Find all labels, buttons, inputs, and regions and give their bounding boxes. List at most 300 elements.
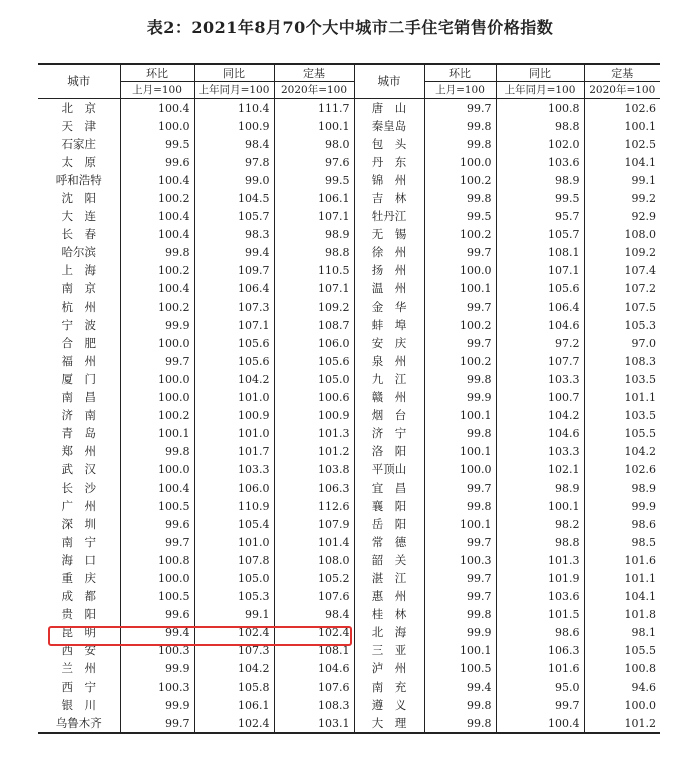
table-row xyxy=(38,135,660,153)
base-value-cell: 106.0 xyxy=(274,334,354,352)
base-value-cell: 107.9 xyxy=(274,515,354,533)
base-value-cell: 104.6 xyxy=(274,660,354,678)
mom-value-cell: 99.8 xyxy=(424,714,496,733)
base-value-cell: 100.1 xyxy=(584,117,660,135)
base-value-cell: 107.6 xyxy=(274,588,354,606)
table-row xyxy=(38,588,660,606)
base-value-cell: 107.2 xyxy=(584,280,660,298)
mom-value-cell: 99.5 xyxy=(424,208,496,226)
mom-value-cell: 100.0 xyxy=(424,461,496,479)
city-name-cell: 南 宁 xyxy=(61,534,96,549)
yoy-value-cell: 100.8 xyxy=(496,99,584,118)
base-value-cell: 104.1 xyxy=(584,153,660,171)
base-value-cell: 109.2 xyxy=(274,298,354,316)
mom-value-cell: 99.9 xyxy=(120,316,194,334)
base-value-cell: 107.1 xyxy=(274,208,354,226)
mom-value-cell: 99.7 xyxy=(120,533,194,551)
yoy-value-cell: 100.1 xyxy=(496,497,584,515)
base-value-cell: 105.0 xyxy=(274,370,354,388)
mom-value-cell: 99.7 xyxy=(120,714,194,733)
city-name-cell: 宁 波 xyxy=(61,317,96,332)
yoy-value-cell: 107.7 xyxy=(496,352,584,370)
table-row xyxy=(38,569,660,587)
base-value-cell: 101.2 xyxy=(584,714,660,733)
city-name-cell: 厦 门 xyxy=(61,371,96,386)
city-name-cell: 上 海 xyxy=(61,263,96,278)
table-row xyxy=(38,660,660,678)
base-value-cell: 100.1 xyxy=(274,117,354,135)
yoy-value-cell: 105.7 xyxy=(496,226,584,244)
table-row xyxy=(38,678,660,696)
yoy-value-cell: 100.7 xyxy=(496,389,584,407)
base-value-cell: 98.4 xyxy=(274,606,354,624)
base-value-cell: 99.2 xyxy=(584,189,660,207)
mom-value-cell: 100.4 xyxy=(120,99,194,118)
base-value-cell: 92.9 xyxy=(584,208,660,226)
mom-value-cell: 100.1 xyxy=(120,425,194,443)
table-row xyxy=(38,153,660,171)
base-value-cell: 108.1 xyxy=(274,642,354,660)
mom-value-cell: 100.0 xyxy=(120,461,194,479)
yoy-value-cell: 110.9 xyxy=(194,497,274,515)
city-name-cell: 长 春 xyxy=(61,227,96,242)
header-base-left: 定基 xyxy=(274,64,354,82)
city-name-cell: 蚌 埠 xyxy=(354,316,424,334)
mom-value-cell: 99.8 xyxy=(424,135,496,153)
mom-value-cell: 100.1 xyxy=(424,642,496,660)
table-row xyxy=(38,99,660,118)
mom-value-cell: 99.7 xyxy=(424,479,496,497)
base-value-cell: 105.3 xyxy=(584,316,660,334)
yoy-value-cell: 95.7 xyxy=(496,208,584,226)
mom-value-cell: 100.0 xyxy=(120,370,194,388)
yoy-value-cell: 104.2 xyxy=(194,660,274,678)
mom-value-cell: 99.5 xyxy=(120,135,194,153)
base-value-cell: 102.5 xyxy=(584,135,660,153)
city-name-cell: 温 州 xyxy=(354,280,424,298)
yoy-value-cell: 106.4 xyxy=(496,298,584,316)
yoy-value-cell: 105.4 xyxy=(194,515,274,533)
base-value-cell: 98.0 xyxy=(274,135,354,153)
base-value-cell: 104.2 xyxy=(584,443,660,461)
city-name-cell: 天 津 xyxy=(61,118,96,133)
yoy-value-cell: 107.3 xyxy=(194,298,274,316)
base-value-cell: 105.2 xyxy=(274,569,354,587)
yoy-value-cell: 101.0 xyxy=(194,533,274,551)
mom-value-cell: 99.7 xyxy=(424,533,496,551)
base-value-cell: 108.7 xyxy=(274,316,354,334)
yoy-value-cell: 101.9 xyxy=(496,569,584,587)
yoy-value-cell: 105.6 xyxy=(496,280,584,298)
mom-value-cell: 99.7 xyxy=(424,298,496,316)
yoy-value-cell: 107.1 xyxy=(194,316,274,334)
yoy-value-cell: 106.0 xyxy=(194,479,274,497)
yoy-value-cell: 103.3 xyxy=(496,370,584,388)
yoy-value-cell: 103.6 xyxy=(496,588,584,606)
city-name-cell: 贵 阳 xyxy=(61,607,96,622)
header-yoy-sub-left: 上年同月=100 xyxy=(194,82,274,99)
mom-value-cell: 99.4 xyxy=(120,624,194,642)
table-row xyxy=(38,407,660,425)
city-name-cell: 丹 东 xyxy=(354,153,424,171)
city-name-cell: 包 头 xyxy=(354,135,424,153)
yoy-value-cell: 105.0 xyxy=(194,569,274,587)
city-name-cell: 锦 州 xyxy=(354,171,424,189)
yoy-value-cell: 102.1 xyxy=(496,461,584,479)
mom-value-cell: 99.8 xyxy=(424,189,496,207)
city-name-cell: 长 沙 xyxy=(61,480,96,495)
yoy-value-cell: 98.9 xyxy=(496,171,584,189)
yoy-value-cell: 110.4 xyxy=(194,99,274,118)
base-value-cell: 94.6 xyxy=(584,678,660,696)
table-row xyxy=(38,606,660,624)
city-name-cell: 济 南 xyxy=(61,408,96,423)
mom-value-cell: 100.2 xyxy=(424,352,496,370)
table-row xyxy=(38,479,660,497)
table-row xyxy=(38,461,660,479)
base-value-cell: 111.7 xyxy=(274,99,354,118)
yoy-value-cell: 97.8 xyxy=(194,153,274,171)
mom-value-cell: 100.5 xyxy=(424,660,496,678)
city-name-cell: 常 德 xyxy=(354,533,424,551)
base-value-cell: 107.4 xyxy=(584,262,660,280)
yoy-value-cell: 105.6 xyxy=(194,352,274,370)
base-value-cell: 98.9 xyxy=(274,226,354,244)
mom-value-cell: 100.4 xyxy=(120,479,194,497)
header-base-sub-right: 2020年=100 xyxy=(584,82,660,99)
city-name-cell: 乌鲁木齐 xyxy=(38,714,120,733)
mom-value-cell: 100.4 xyxy=(120,171,194,189)
mom-value-cell: 99.7 xyxy=(424,588,496,606)
header-city-left: 城市 xyxy=(38,64,120,99)
header-base-sub-left: 2020年=100 xyxy=(274,82,354,99)
city-name-cell: 北 海 xyxy=(354,624,424,642)
yoy-value-cell: 98.4 xyxy=(194,135,274,153)
base-value-cell: 110.5 xyxy=(274,262,354,280)
table-row xyxy=(38,189,660,207)
city-name-cell: 太 原 xyxy=(61,154,96,169)
base-value-cell: 102.6 xyxy=(584,461,660,479)
table-row xyxy=(38,389,660,407)
yoy-value-cell: 98.2 xyxy=(496,515,584,533)
base-value-cell: 105.6 xyxy=(274,352,354,370)
mom-value-cell: 99.6 xyxy=(120,606,194,624)
mom-value-cell: 100.0 xyxy=(120,334,194,352)
city-name-cell: 广 州 xyxy=(61,498,96,513)
mom-value-cell: 99.4 xyxy=(424,678,496,696)
yoy-value-cell: 101.3 xyxy=(496,551,584,569)
header-yoy-sub-right: 上年同月=100 xyxy=(496,82,584,99)
city-name-cell: 西 宁 xyxy=(61,679,96,694)
mom-value-cell: 100.5 xyxy=(120,497,194,515)
city-name-cell: 安 庆 xyxy=(354,334,424,352)
yoy-value-cell: 103.3 xyxy=(194,461,274,479)
city-name-cell: 石家庄 xyxy=(61,136,96,151)
yoy-value-cell: 99.5 xyxy=(496,189,584,207)
city-name-cell: 九 江 xyxy=(354,370,424,388)
mom-value-cell: 100.4 xyxy=(120,208,194,226)
table-row xyxy=(38,515,660,533)
yoy-value-cell: 103.6 xyxy=(496,153,584,171)
yoy-value-cell: 103.3 xyxy=(496,443,584,461)
header-yoy-left: 同比 xyxy=(194,64,274,82)
yoy-value-cell: 105.6 xyxy=(194,334,274,352)
base-value-cell: 108.3 xyxy=(274,696,354,714)
mom-value-cell: 100.0 xyxy=(120,389,194,407)
mom-value-cell: 99.8 xyxy=(424,370,496,388)
city-name-cell: 沈 阳 xyxy=(61,191,96,206)
base-value-cell: 101.2 xyxy=(274,443,354,461)
yoy-value-cell: 107.3 xyxy=(194,642,274,660)
yoy-value-cell: 101.7 xyxy=(194,443,274,461)
table-row xyxy=(38,280,660,298)
city-name-cell: 襄 阳 xyxy=(354,497,424,515)
base-value-cell: 106.1 xyxy=(274,189,354,207)
city-name-cell: 赣 州 xyxy=(354,389,424,407)
city-name-cell: 泸 州 xyxy=(354,660,424,678)
city-name-cell: 合 肥 xyxy=(61,335,96,350)
table-row xyxy=(38,497,660,515)
base-value-cell: 105.5 xyxy=(584,425,660,443)
yoy-value-cell: 99.4 xyxy=(194,244,274,262)
mom-value-cell: 100.1 xyxy=(424,443,496,461)
city-name-cell: 济 宁 xyxy=(354,425,424,443)
table-row xyxy=(38,298,660,316)
base-value-cell: 108.0 xyxy=(584,226,660,244)
city-name-cell: 南 充 xyxy=(354,678,424,696)
city-name-cell: 哈尔滨 xyxy=(61,245,96,260)
base-value-cell: 100.8 xyxy=(584,660,660,678)
yoy-value-cell: 107.1 xyxy=(496,262,584,280)
mom-value-cell: 100.2 xyxy=(120,262,194,280)
mom-value-cell: 100.0 xyxy=(424,262,496,280)
yoy-value-cell: 106.1 xyxy=(194,696,274,714)
yoy-value-cell: 102.4 xyxy=(194,714,274,733)
city-name-cell: 牡丹江 xyxy=(354,208,424,226)
mom-value-cell: 100.2 xyxy=(424,226,496,244)
yoy-value-cell: 106.4 xyxy=(194,280,274,298)
base-value-cell: 109.2 xyxy=(584,244,660,262)
base-value-cell: 98.9 xyxy=(584,479,660,497)
table-row xyxy=(38,208,660,226)
yoy-value-cell: 104.6 xyxy=(496,316,584,334)
header-mom-right: 环比 xyxy=(424,64,496,82)
yoy-value-cell: 99.7 xyxy=(496,696,584,714)
mom-value-cell: 100.5 xyxy=(120,588,194,606)
base-value-cell: 103.5 xyxy=(584,407,660,425)
yoy-value-cell: 104.5 xyxy=(194,189,274,207)
table-row xyxy=(38,316,660,334)
table-row xyxy=(38,696,660,714)
mom-value-cell: 100.1 xyxy=(424,407,496,425)
city-name-cell: 秦皇岛 xyxy=(354,117,424,135)
yoy-value-cell: 105.7 xyxy=(194,208,274,226)
mom-value-cell: 99.8 xyxy=(424,117,496,135)
mom-value-cell: 100.0 xyxy=(120,569,194,587)
city-name-cell: 福 州 xyxy=(61,353,96,368)
base-value-cell: 98.1 xyxy=(584,624,660,642)
yoy-value-cell: 100.4 xyxy=(496,714,584,733)
mom-value-cell: 99.9 xyxy=(120,696,194,714)
yoy-value-cell: 106.3 xyxy=(496,642,584,660)
mom-value-cell: 100.1 xyxy=(424,515,496,533)
city-name-cell: 金 华 xyxy=(354,298,424,316)
base-value-cell: 101.6 xyxy=(584,551,660,569)
yoy-value-cell: 98.9 xyxy=(496,479,584,497)
city-name-cell: 徐 州 xyxy=(354,244,424,262)
city-name-cell: 扬 州 xyxy=(354,262,424,280)
base-value-cell: 99.1 xyxy=(584,171,660,189)
city-name-cell: 湛 江 xyxy=(354,569,424,587)
yoy-value-cell: 101.0 xyxy=(194,389,274,407)
yoy-value-cell: 104.6 xyxy=(496,425,584,443)
header-mom-sub-left: 上月=100 xyxy=(120,82,194,99)
base-value-cell: 99.5 xyxy=(274,171,354,189)
mom-value-cell: 99.6 xyxy=(120,515,194,533)
base-value-cell: 101.1 xyxy=(584,389,660,407)
base-value-cell: 108.3 xyxy=(584,352,660,370)
city-name-cell: 银 川 xyxy=(61,697,96,712)
yoy-value-cell: 101.0 xyxy=(194,425,274,443)
base-value-cell: 97.0 xyxy=(584,334,660,352)
mom-value-cell: 99.8 xyxy=(424,497,496,515)
base-value-cell: 100.0 xyxy=(584,696,660,714)
yoy-value-cell: 100.9 xyxy=(194,407,274,425)
header-mom-sub-right: 上月=100 xyxy=(424,82,496,99)
mom-value-cell: 100.3 xyxy=(424,551,496,569)
city-name-cell: 遵 义 xyxy=(354,696,424,714)
yoy-value-cell: 97.2 xyxy=(496,334,584,352)
city-name-cell: 郑 州 xyxy=(61,444,96,459)
mom-value-cell: 100.3 xyxy=(120,642,194,660)
yoy-value-cell: 101.5 xyxy=(496,606,584,624)
mom-value-cell: 99.8 xyxy=(120,443,194,461)
mom-value-cell: 100.4 xyxy=(120,280,194,298)
city-name-cell: 三 亚 xyxy=(354,642,424,660)
mom-value-cell: 99.7 xyxy=(120,352,194,370)
table-row xyxy=(38,425,660,443)
city-name-cell: 岳 阳 xyxy=(354,515,424,533)
table-row xyxy=(38,533,660,551)
city-name-cell: 深 圳 xyxy=(61,516,96,531)
base-value-cell: 107.5 xyxy=(584,298,660,316)
mom-value-cell: 100.0 xyxy=(120,117,194,135)
base-value-cell: 97.6 xyxy=(274,153,354,171)
yoy-value-cell: 108.1 xyxy=(496,244,584,262)
city-name-cell: 海 口 xyxy=(61,552,96,567)
table-title: 表2：2021年8月70个大中城市二手住宅销售价格指数 xyxy=(146,18,554,37)
city-name-cell: 大 连 xyxy=(61,209,96,224)
city-name-cell: 宜 昌 xyxy=(354,479,424,497)
city-name-cell: 洛 阳 xyxy=(354,443,424,461)
mom-value-cell: 99.8 xyxy=(424,425,496,443)
mom-value-cell: 100.2 xyxy=(120,407,194,425)
yoy-value-cell: 107.8 xyxy=(194,551,274,569)
base-value-cell: 103.8 xyxy=(274,461,354,479)
yoy-value-cell: 102.4 xyxy=(194,624,274,642)
yoy-value-cell: 95.0 xyxy=(496,678,584,696)
mom-value-cell: 99.7 xyxy=(424,334,496,352)
table-row xyxy=(38,262,660,280)
table-row xyxy=(38,117,660,135)
mom-value-cell: 99.7 xyxy=(424,99,496,118)
mom-value-cell: 100.4 xyxy=(120,226,194,244)
base-value-cell: 98.6 xyxy=(584,515,660,533)
mom-value-cell: 99.8 xyxy=(424,696,496,714)
yoy-value-cell: 99.0 xyxy=(194,171,274,189)
yoy-value-cell: 98.8 xyxy=(496,117,584,135)
yoy-value-cell: 100.9 xyxy=(194,117,274,135)
yoy-value-cell: 109.7 xyxy=(194,262,274,280)
yoy-value-cell: 99.1 xyxy=(194,606,274,624)
table-row xyxy=(38,226,660,244)
city-name-cell: 桂 林 xyxy=(354,606,424,624)
yoy-value-cell: 102.0 xyxy=(496,135,584,153)
yoy-value-cell: 105.8 xyxy=(194,678,274,696)
mom-value-cell: 99.9 xyxy=(424,624,496,642)
base-value-cell: 99.9 xyxy=(584,497,660,515)
table-row xyxy=(38,244,660,262)
base-value-cell: 106.3 xyxy=(274,479,354,497)
city-name-cell: 武 汉 xyxy=(61,462,96,477)
base-value-cell: 103.5 xyxy=(584,370,660,388)
base-value-cell: 102.6 xyxy=(584,99,660,118)
city-name-cell: 烟 台 xyxy=(354,407,424,425)
city-name-cell: 兰 州 xyxy=(61,661,96,676)
yoy-value-cell: 98.3 xyxy=(194,226,274,244)
base-value-cell: 104.1 xyxy=(584,588,660,606)
base-value-cell: 98.8 xyxy=(274,244,354,262)
yoy-value-cell: 98.6 xyxy=(496,624,584,642)
mom-value-cell: 99.8 xyxy=(120,244,194,262)
table-row xyxy=(38,171,660,189)
mom-value-cell: 100.8 xyxy=(120,551,194,569)
city-name-cell: 韶 关 xyxy=(354,551,424,569)
header-city-right: 城市 xyxy=(354,64,424,99)
mom-value-cell: 100.1 xyxy=(424,280,496,298)
city-name-cell: 成 都 xyxy=(61,589,96,604)
header-base-right: 定基 xyxy=(584,64,660,82)
base-value-cell: 100.9 xyxy=(274,407,354,425)
header-mom-left: 环比 xyxy=(120,64,194,82)
city-name-cell: 杭 州 xyxy=(61,299,96,314)
table-row xyxy=(38,443,660,461)
table-row xyxy=(38,551,660,569)
city-name-cell: 唐 山 xyxy=(354,99,424,118)
city-name-cell: 昆 明 xyxy=(61,625,96,640)
city-name-cell: 无 锡 xyxy=(354,226,424,244)
city-name-cell: 西 安 xyxy=(61,643,96,658)
table-row xyxy=(38,370,660,388)
city-name-cell: 泉 州 xyxy=(354,352,424,370)
header-yoy-right: 同比 xyxy=(496,64,584,82)
city-name-cell: 南 昌 xyxy=(61,390,96,405)
base-value-cell: 107.1 xyxy=(274,280,354,298)
city-name-cell: 北 京 xyxy=(61,100,96,115)
mom-value-cell: 100.3 xyxy=(120,678,194,696)
city-name-cell: 惠 州 xyxy=(354,588,424,606)
highlight-box-kunming xyxy=(48,626,352,646)
yoy-value-cell: 104.2 xyxy=(496,407,584,425)
base-value-cell: 107.6 xyxy=(274,678,354,696)
base-value-cell: 98.5 xyxy=(584,533,660,551)
base-value-cell: 112.6 xyxy=(274,497,354,515)
city-name-cell: 吉 林 xyxy=(354,189,424,207)
mom-value-cell: 99.7 xyxy=(424,244,496,262)
yoy-value-cell: 101.6 xyxy=(496,660,584,678)
city-name-cell: 平顶山 xyxy=(354,461,424,479)
table-row xyxy=(38,714,660,733)
